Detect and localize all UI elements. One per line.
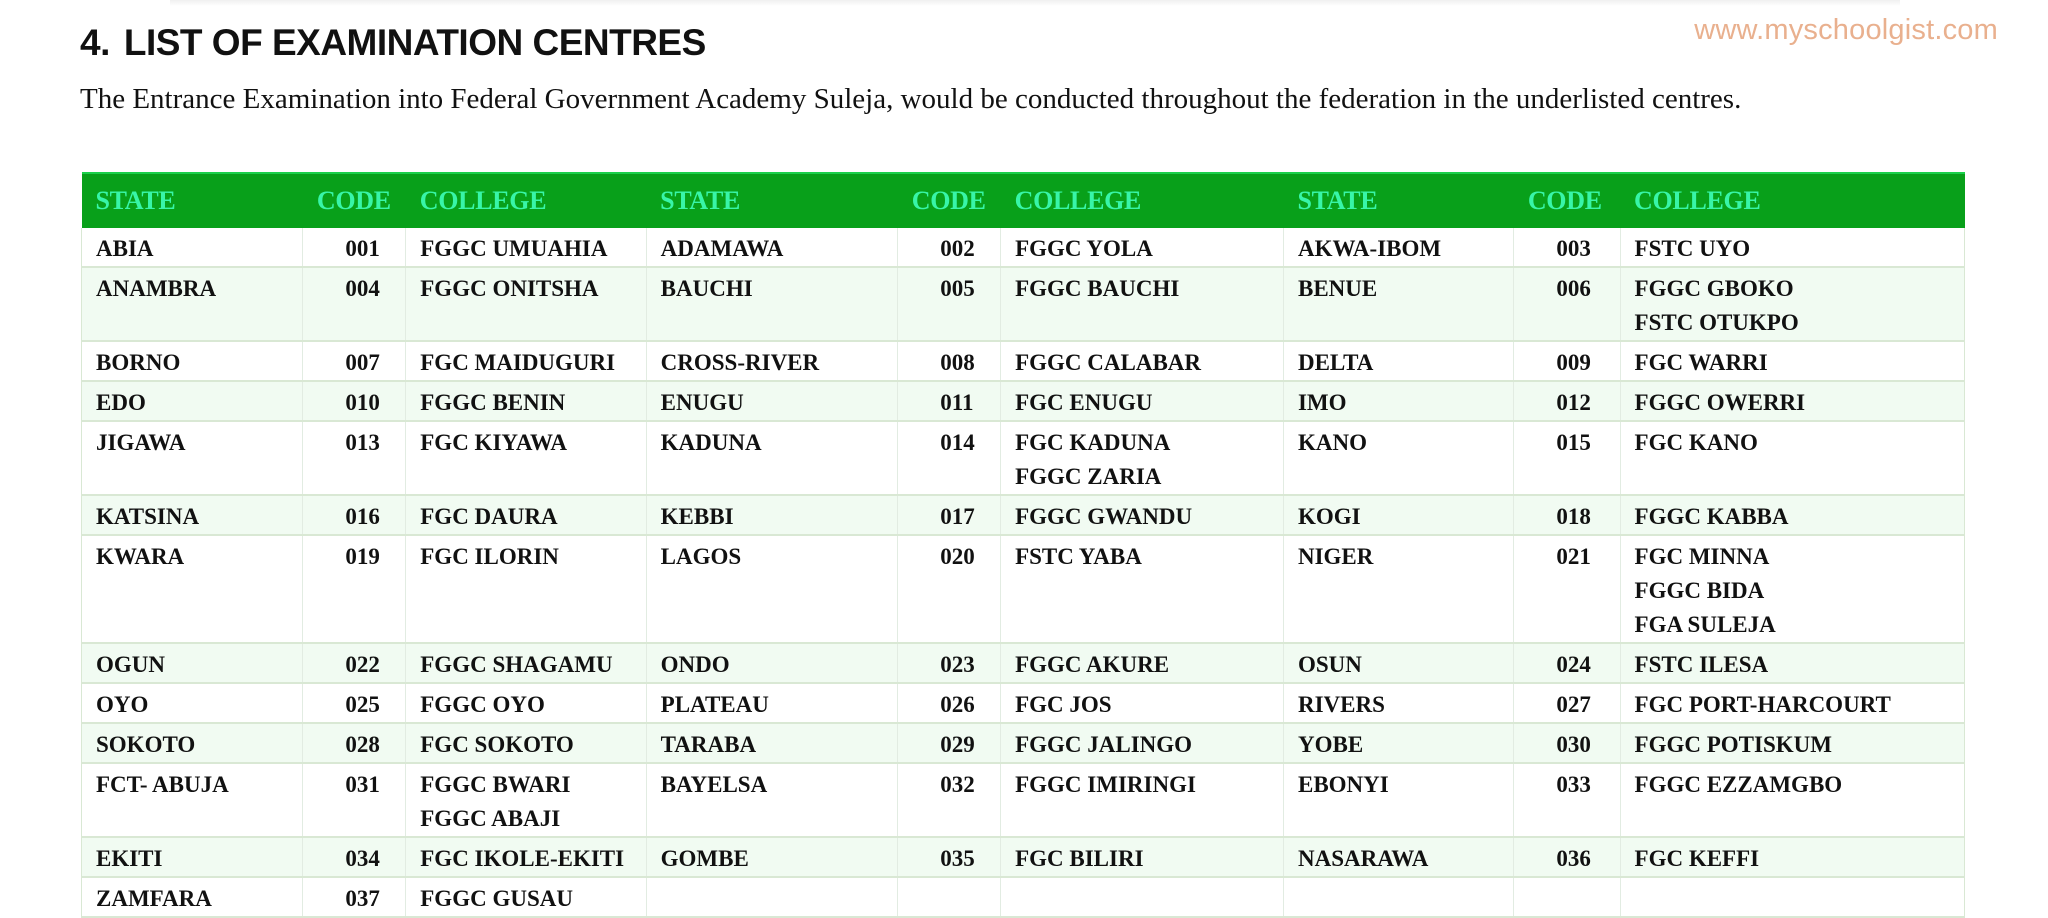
state-cell: BAUCHI bbox=[646, 267, 898, 341]
college-cell bbox=[1620, 421, 1964, 495]
college-name: FGGC OYO bbox=[420, 692, 545, 717]
section-title: LIST OF EXAMINATION CENTRES bbox=[123, 22, 706, 63]
college-cell bbox=[406, 341, 646, 381]
state-cell: YOBE bbox=[1283, 723, 1513, 763]
state-cell bbox=[1283, 877, 1513, 917]
code-cell: 019 bbox=[303, 535, 406, 643]
college-cell bbox=[1001, 877, 1284, 917]
state-cell: RIVERS bbox=[1283, 683, 1513, 723]
college-cell bbox=[1001, 535, 1284, 643]
code-cell: 017 bbox=[898, 495, 1001, 535]
code-cell: 014 bbox=[898, 421, 1001, 495]
code-cell: 016 bbox=[303, 495, 406, 535]
state-cell: KEBBI bbox=[646, 495, 898, 535]
college-cell bbox=[1001, 341, 1284, 381]
state-cell: KOGI bbox=[1283, 495, 1513, 535]
college-cell bbox=[1001, 228, 1284, 267]
header-state: STATE bbox=[1283, 173, 1513, 228]
code-cell: 027 bbox=[1514, 683, 1620, 723]
college-cell bbox=[1620, 495, 1964, 535]
section-heading bbox=[80, 22, 706, 64]
code-cell: 008 bbox=[898, 341, 1001, 381]
table-row bbox=[82, 683, 1965, 723]
state-cell: DELTA bbox=[1283, 341, 1513, 381]
college-name: FGGC YOLA bbox=[1015, 236, 1153, 261]
header-state: STATE bbox=[646, 173, 898, 228]
state-cell: EKITI bbox=[82, 837, 303, 877]
college-name: FGGC IMIRINGI bbox=[1015, 772, 1196, 797]
code-cell: 021 bbox=[1514, 535, 1620, 643]
college-cell bbox=[1620, 267, 1964, 341]
code-cell: 015 bbox=[1514, 421, 1620, 495]
college-name: FGGC BWARI bbox=[420, 772, 571, 797]
college-name: FGGC OWERRI bbox=[1634, 390, 1806, 415]
college-name: FGGC GBOKO bbox=[1634, 276, 1794, 301]
code-cell: 036 bbox=[1514, 837, 1620, 877]
state-cell: ZAMFARA bbox=[82, 877, 303, 917]
college-name: FGC JOS bbox=[1015, 692, 1112, 717]
college-name: FGGC BIDA bbox=[1634, 578, 1765, 603]
code-cell: 001 bbox=[303, 228, 406, 267]
code-cell: 023 bbox=[898, 643, 1001, 683]
code-cell: 005 bbox=[898, 267, 1001, 341]
state-cell: GOMBE bbox=[646, 837, 898, 877]
college-cell bbox=[406, 643, 646, 683]
state-cell: IMO bbox=[1283, 381, 1513, 421]
code-cell: 022 bbox=[303, 643, 406, 683]
college-name: FGC DAURA bbox=[420, 504, 558, 529]
college-name: FGC WARRI bbox=[1634, 350, 1768, 375]
college-cell bbox=[406, 763, 646, 837]
state-cell: FCT- ABUJA bbox=[82, 763, 303, 837]
code-cell: 007 bbox=[303, 341, 406, 381]
college-cell bbox=[406, 228, 646, 267]
college-cell bbox=[1001, 421, 1284, 495]
state-cell: AKWA-IBOM bbox=[1283, 228, 1513, 267]
college-name: FGGC ABAJI bbox=[420, 806, 561, 831]
college-name: FGGC KABBA bbox=[1634, 504, 1789, 529]
college-cell bbox=[1001, 723, 1284, 763]
college-name: FGGC ZARIA bbox=[1015, 464, 1162, 489]
header-code: CODE bbox=[303, 173, 406, 228]
college-name: FGGC JALINGO bbox=[1015, 732, 1193, 757]
college-cell bbox=[406, 535, 646, 643]
header-college: COLLEGE bbox=[406, 173, 646, 228]
code-cell: 034 bbox=[303, 837, 406, 877]
code-cell: 028 bbox=[303, 723, 406, 763]
college-name: FGGC SHAGAMU bbox=[420, 652, 613, 677]
college-name: FGC KEFFI bbox=[1634, 846, 1760, 871]
college-name: FGC MINNA bbox=[1634, 544, 1770, 569]
state-cell: NASARAWA bbox=[1283, 837, 1513, 877]
table-row bbox=[82, 877, 1965, 917]
college-name: FSTC YABA bbox=[1015, 544, 1142, 569]
college-name: FGC MAIDUGURI bbox=[420, 350, 616, 375]
header-code: CODE bbox=[898, 173, 1001, 228]
college-cell bbox=[1620, 763, 1964, 837]
code-cell: 037 bbox=[303, 877, 406, 917]
college-cell bbox=[406, 381, 646, 421]
college-name: FGC KADUNA bbox=[1015, 430, 1171, 455]
state-cell: EBONYI bbox=[1283, 763, 1513, 837]
state-cell: ONDO bbox=[646, 643, 898, 683]
state-cell: BENUE bbox=[1283, 267, 1513, 341]
state-cell: BAYELSA bbox=[646, 763, 898, 837]
college-cell bbox=[1620, 228, 1964, 267]
code-cell: 013 bbox=[303, 421, 406, 495]
college-cell bbox=[1001, 683, 1284, 723]
code-cell: 032 bbox=[898, 763, 1001, 837]
college-name: FGGC ONITSHA bbox=[420, 276, 599, 301]
college-cell bbox=[406, 267, 646, 341]
college-name: FGGC UMUAHIA bbox=[420, 236, 608, 261]
section-number: 4. bbox=[80, 22, 110, 63]
code-cell: 003 bbox=[1514, 228, 1620, 267]
college-cell bbox=[1620, 381, 1964, 421]
table-row bbox=[82, 495, 1965, 535]
code-cell: 035 bbox=[898, 837, 1001, 877]
state-cell: KATSINA bbox=[82, 495, 303, 535]
college-name: FGC KIYAWA bbox=[420, 430, 568, 455]
table-body bbox=[82, 228, 1965, 917]
college-name: FGGC GWANDU bbox=[1015, 504, 1193, 529]
state-cell: OYO bbox=[82, 683, 303, 723]
state-cell: SOKOTO bbox=[82, 723, 303, 763]
watermark: www.myschoolgist.com bbox=[1694, 14, 1998, 46]
table-row bbox=[82, 421, 1965, 495]
code-cell bbox=[1514, 877, 1620, 917]
state-cell: NIGER bbox=[1283, 535, 1513, 643]
state-cell bbox=[646, 877, 898, 917]
college-name: FGGC GUSAU bbox=[420, 886, 573, 911]
college-name: FGC BILIRI bbox=[1015, 846, 1144, 871]
state-cell: TARABA bbox=[646, 723, 898, 763]
state-cell: EDO bbox=[82, 381, 303, 421]
college-name: FGC PORT-HARCOURT bbox=[1634, 692, 1891, 717]
header-college: COLLEGE bbox=[1620, 173, 1964, 228]
college-name: FGC ENUGU bbox=[1015, 390, 1153, 415]
college-cell bbox=[1620, 643, 1964, 683]
code-cell: 024 bbox=[1514, 643, 1620, 683]
code-cell: 012 bbox=[1514, 381, 1620, 421]
state-cell: CROSS-RIVER bbox=[646, 341, 898, 381]
code-cell: 002 bbox=[898, 228, 1001, 267]
table-header-row bbox=[82, 173, 1965, 228]
college-name: FGGC AKURE bbox=[1015, 652, 1170, 677]
code-cell bbox=[898, 877, 1001, 917]
college-name: FSTC ILESA bbox=[1634, 652, 1769, 677]
code-cell: 010 bbox=[303, 381, 406, 421]
college-name: FGC ILORIN bbox=[420, 544, 559, 569]
college-name: FGGC POTISKUM bbox=[1634, 732, 1832, 757]
state-cell: PLATEAU bbox=[646, 683, 898, 723]
header-college: COLLEGE bbox=[1001, 173, 1284, 228]
code-cell: 009 bbox=[1514, 341, 1620, 381]
top-divider bbox=[170, 0, 1900, 6]
college-name: FGC KANO bbox=[1634, 430, 1758, 455]
college-name: FGC SOKOTO bbox=[420, 732, 574, 757]
college-name: FSTC UYO bbox=[1634, 236, 1751, 261]
college-cell bbox=[406, 683, 646, 723]
state-cell: ADAMAWA bbox=[646, 228, 898, 267]
state-cell: KWARA bbox=[82, 535, 303, 643]
state-cell: ANAMBRA bbox=[82, 267, 303, 341]
intro-paragraph: The Entrance Examination into Federal Government Academy Suleja, would be conducted throughout the federation in the underlisted centres. bbox=[80, 83, 1742, 115]
header-code: CODE bbox=[1514, 173, 1620, 228]
header-state: STATE bbox=[82, 173, 303, 228]
college-cell bbox=[406, 421, 646, 495]
college-cell bbox=[406, 723, 646, 763]
college-name: FGGC EZZAMGBO bbox=[1634, 772, 1843, 797]
college-cell bbox=[406, 837, 646, 877]
state-cell: BORNO bbox=[82, 341, 303, 381]
code-cell: 020 bbox=[898, 535, 1001, 643]
college-cell bbox=[1001, 495, 1284, 535]
college-cell bbox=[1001, 763, 1284, 837]
college-name: FSTC OTUKPO bbox=[1634, 310, 1799, 335]
table-row bbox=[82, 837, 1965, 877]
code-cell: 026 bbox=[898, 683, 1001, 723]
college-cell bbox=[1620, 723, 1964, 763]
table-row bbox=[82, 723, 1965, 763]
college-name: FGA SULEJA bbox=[1634, 612, 1776, 637]
college-name: FGGC CALABAR bbox=[1015, 350, 1202, 375]
code-cell: 031 bbox=[303, 763, 406, 837]
college-cell bbox=[1620, 341, 1964, 381]
college-cell bbox=[1001, 837, 1284, 877]
code-cell: 018 bbox=[1514, 495, 1620, 535]
state-cell: ENUGU bbox=[646, 381, 898, 421]
college-cell bbox=[406, 495, 646, 535]
college-cell bbox=[1620, 535, 1964, 643]
college-name: FGGC BAUCHI bbox=[1015, 276, 1180, 301]
state-cell: ABIA bbox=[82, 228, 303, 267]
code-cell: 006 bbox=[1514, 267, 1620, 341]
college-cell bbox=[1001, 643, 1284, 683]
college-name: FGC IKOLE-EKITI bbox=[420, 846, 625, 871]
state-cell: JIGAWA bbox=[82, 421, 303, 495]
code-cell: 030 bbox=[1514, 723, 1620, 763]
college-cell bbox=[1620, 837, 1964, 877]
examination-centres-table bbox=[81, 172, 1965, 918]
table-row bbox=[82, 643, 1965, 683]
college-cell bbox=[1001, 267, 1284, 341]
table-row bbox=[82, 228, 1965, 267]
code-cell: 033 bbox=[1514, 763, 1620, 837]
college-cell bbox=[1620, 683, 1964, 723]
table-row bbox=[82, 267, 1965, 341]
table-row bbox=[82, 341, 1965, 381]
state-cell: LAGOS bbox=[646, 535, 898, 643]
college-cell bbox=[1620, 877, 1964, 917]
table-row bbox=[82, 381, 1965, 421]
college-cell bbox=[1001, 381, 1284, 421]
state-cell: OGUN bbox=[82, 643, 303, 683]
state-cell: KADUNA bbox=[646, 421, 898, 495]
code-cell: 029 bbox=[898, 723, 1001, 763]
state-cell: KANO bbox=[1283, 421, 1513, 495]
college-cell bbox=[406, 877, 646, 917]
state-cell: OSUN bbox=[1283, 643, 1513, 683]
table-row bbox=[82, 535, 1965, 643]
college-name: FGGC BENIN bbox=[420, 390, 566, 415]
table-row bbox=[82, 763, 1965, 837]
code-cell: 004 bbox=[303, 267, 406, 341]
code-cell: 011 bbox=[898, 381, 1001, 421]
code-cell: 025 bbox=[303, 683, 406, 723]
